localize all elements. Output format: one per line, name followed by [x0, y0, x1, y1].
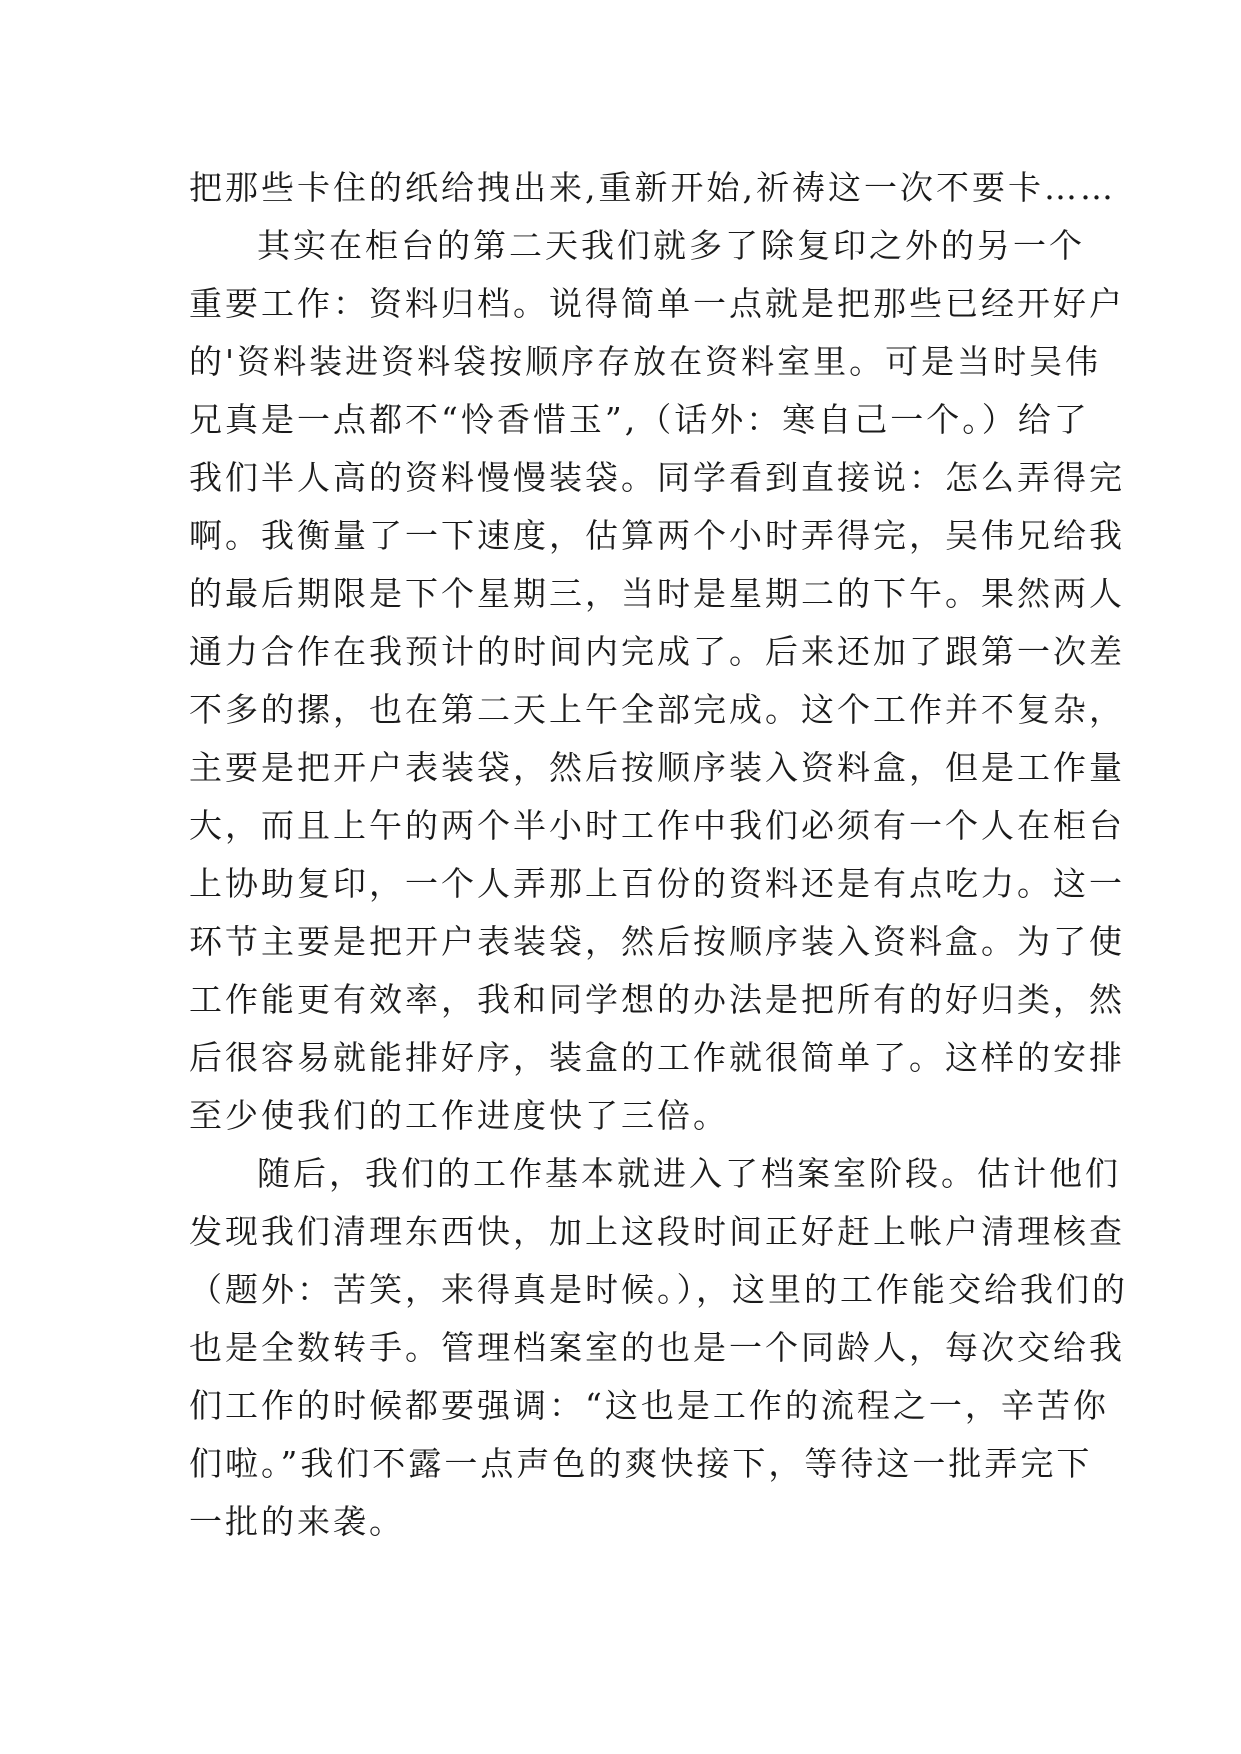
text-line: 兄真是一点都不“怜香惜玉”,（话外：寒自己一个。）给了: [189, 400, 1090, 439]
text-line: （题外：苦笑，来得真是时候。），这里的工作能交给我们的: [189, 1270, 1128, 1309]
body-text: [189, 159, 1128, 1551]
text-line: 啊。我衡量了一下速度，估算两个小时弄得完，吴伟兄给我: [189, 516, 1125, 555]
text-line: 大，而且上午的两个半小时工作中我们必须有一个人在柜台: [189, 806, 1125, 845]
text-line: 们啦。”我们不露一点声色的爽快接下，等待这一批弄完下: [189, 1444, 1093, 1483]
text-line: 也是全数转手。管理档案室的也是一个同龄人，每次交给我: [189, 1328, 1125, 1367]
text-line: 不多的摞，也在第二天上午全部完成。这个工作并不复杂，: [189, 690, 1125, 729]
text-line: 们工作的时候都要强调：“这也是工作的流程之一，辛苦你: [189, 1386, 1109, 1425]
text-line: 一批的来袭。: [189, 1502, 405, 1541]
paragraph-start-line: 其实在柜台的第二天我们就多了除复印之外的另一个: [257, 226, 1085, 265]
text-line: 工作能更有效率，我和同学想的办法是把所有的好归类，然: [189, 980, 1125, 1019]
paragraph-start-line: 随后，我们的工作基本就进入了档案室阶段。估计他们: [257, 1154, 1121, 1193]
text-line: 我们半人高的资料慢慢装袋。同学看到直接说：怎么弄得完: [189, 458, 1125, 497]
text-line: 把那些卡住的纸给拽出来,重新开始,祈祷这一次不要卡……: [189, 168, 1116, 207]
text-line: 至少使我们的工作进度快了三倍。: [189, 1096, 729, 1135]
text-line: 的最后期限是下个星期三，当时是星期二的下午。果然两人: [189, 574, 1125, 613]
text-line: 主要是把开户表装袋，然后按顺序装入资料盒，但是工作量: [189, 748, 1125, 787]
text-line: 环节主要是把开户表装袋，然后按顺序装入资料盒。为了使: [189, 922, 1125, 961]
text-line: 通力合作在我预计的时间内完成了。后来还加了跟第一次差: [189, 632, 1125, 671]
text-line: 重要工作：资料归档。说得简单一点就是把那些已经开好户: [189, 284, 1125, 323]
text-line: 上协助复印，一个人弄那上百份的资料还是有点吃力。这一: [189, 864, 1125, 903]
text-line: 后很容易就能排好序，装盒的工作就很简单了。这样的安排: [189, 1038, 1125, 1077]
text-line: 发现我们清理东西快，加上这段时间正好赶上帐户清理核查: [189, 1212, 1125, 1251]
text-line: 的'资料装进资料袋按顺序存放在资料室里。可是当时吴伟: [189, 342, 1102, 381]
